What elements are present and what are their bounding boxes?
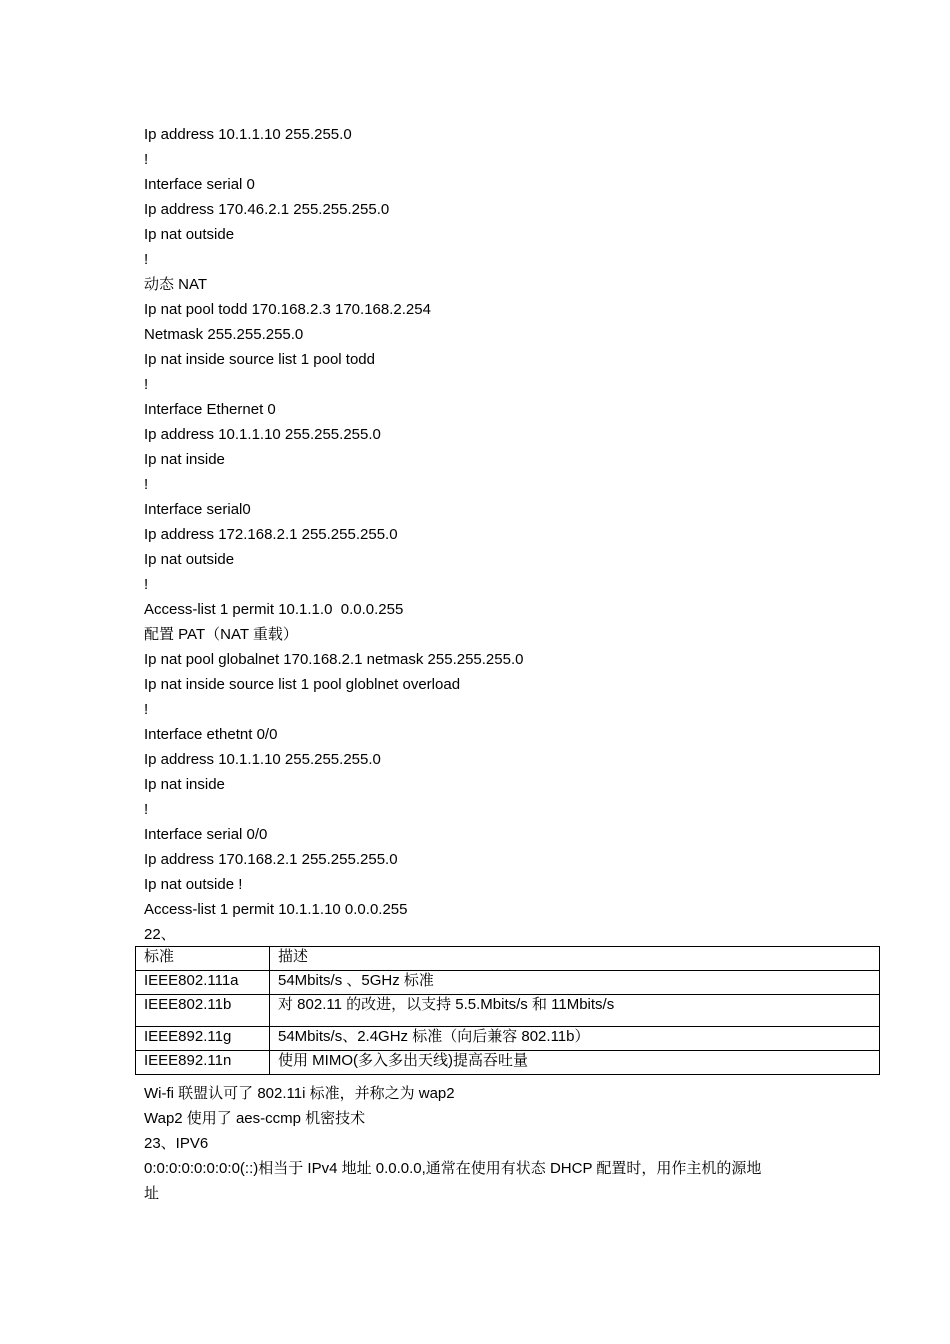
text-line: ! [144, 801, 149, 818]
text-line: Ip nat outside [144, 551, 235, 568]
text-line: ! [144, 251, 149, 268]
table-cell: 使用 MIMO(多入多出天线)提高吞吐量 [270, 1051, 880, 1075]
text-line: 0:0:0:0:0:0:0:0(::)相当于 IPv4 地址 0.0.0.0,通常在使用有状态 DHCP 配置时，用作主机的源地 [144, 1160, 762, 1177]
text-line: Ip address 172.168.2.1 255.255.255.0 [144, 526, 398, 543]
text-line: ! [144, 476, 149, 493]
table-row [136, 1051, 880, 1075]
text-line: Access-list 1 permit 10.1.1.10 0.0.0.255 [144, 901, 408, 918]
text-line: Wap2 使用了 aes-ccmp 机密技术 [144, 1110, 366, 1127]
column-header-description: 描述 [270, 947, 880, 971]
column-header-standard: 标准 [136, 947, 270, 971]
table-cell: IEEE802.111a [136, 971, 270, 995]
table-row [136, 1027, 880, 1051]
text-line: Ip nat inside [144, 451, 225, 468]
text-line: Ip nat pool todd 170.168.2.3 170.168.2.254 [144, 301, 431, 318]
text-line: Access-list 1 permit 10.1.1.0 0.0.0.255 [144, 601, 404, 618]
text-line: Interface serial0 [144, 501, 251, 518]
section-heading: 23、IPV6 [144, 1135, 209, 1152]
table-cell: 54Mbits/s 、5GHz 标准 [270, 971, 880, 995]
text-line: Ip address 10.1.1.10 255.255.0 [144, 126, 352, 143]
text-line: Ip address 170.168.2.1 255.255.255.0 [144, 851, 398, 868]
table-row [136, 995, 880, 1027]
table-cell: IEEE802.11b [136, 995, 270, 1027]
text-line: ! [144, 376, 149, 393]
section-heading: 配置 PAT（NAT 重载） [144, 626, 298, 643]
text-line: Ip address 170.46.2.1 255.255.255.0 [144, 201, 390, 218]
table-cell: 54Mbits/s、2.4GHz 标准（向后兼容 802.11b） [270, 1027, 880, 1051]
text-line: Wi-fi 联盟认可了 802.11i 标准，并称之为 wap2 [144, 1085, 455, 1102]
text-line: Ip address 10.1.1.10 255.255.255.0 [144, 751, 381, 768]
text-line: Interface serial 0 [144, 176, 255, 193]
text-line: ! [144, 151, 149, 168]
text-line: Interface serial 0/0 [144, 826, 268, 843]
text-line: Ip nat outside [144, 226, 235, 243]
text-line: Ip nat pool globalnet 170.168.2.1 netmask 255.255.255.0 [144, 651, 524, 668]
table-cell: IEEE892.11g [136, 1027, 270, 1051]
section-number: 22、 [144, 926, 176, 943]
text-line: 址 [144, 1185, 160, 1202]
text-line: ! [144, 701, 149, 718]
table-header-row [136, 947, 880, 971]
text-line: Ip nat outside ! [144, 876, 243, 893]
text-line: Ip address 10.1.1.10 255.255.255.0 [144, 426, 381, 443]
table-cell: 对 802.11 的改进，以支持 5.5.Mbits/s 和 11Mbits/s [270, 995, 880, 1027]
text-line: Interface ethetnt 0/0 [144, 726, 278, 743]
text-line: Ip nat inside source list 1 pool globlnet overload [144, 676, 461, 693]
text-line: Ip nat inside [144, 776, 225, 793]
wifi-standards-table [135, 946, 880, 1075]
text-line: Netmask 255.255.255.0 [144, 326, 304, 343]
section-heading: 动态 NAT [144, 276, 208, 293]
text-line: ! [144, 576, 149, 593]
table-cell: IEEE892.11n [136, 1051, 270, 1075]
table-row [136, 971, 880, 995]
text-line: Interface Ethernet 0 [144, 401, 276, 418]
text-line: Ip nat inside source list 1 pool todd [144, 351, 375, 368]
